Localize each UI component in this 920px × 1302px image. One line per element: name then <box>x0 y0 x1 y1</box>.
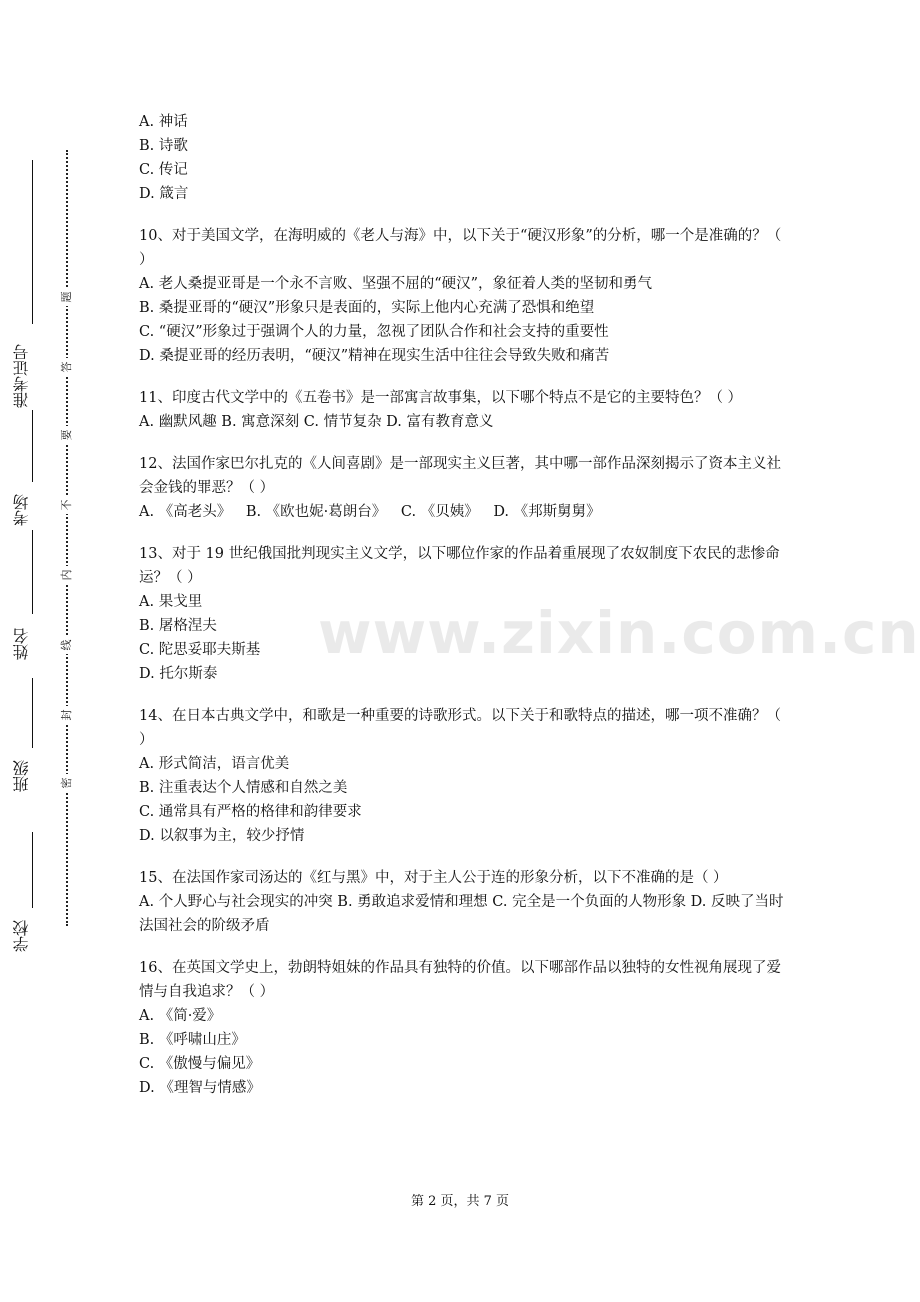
option: B. 屠格涅夫 <box>139 618 217 634</box>
seal-char: 不 <box>58 496 76 514</box>
option: D. 《邦斯舅舅》 <box>493 504 601 520</box>
school-line <box>32 832 33 908</box>
seal-dotted-line <box>66 150 68 926</box>
question-stem: 15、在法国作家司汤达的《红与黑》中，对于主人公于连的形象分析，以下不准确的是（ ） <box>139 870 728 886</box>
watermark: www.zixin.com.cn <box>318 599 920 667</box>
option: C. “硬汉”形象过于强调个人的力量，忽视了团队合作和社会支持的重要性 <box>139 324 609 340</box>
option: C. 传记 <box>139 162 188 178</box>
option: A. 形式简洁，语言优美 <box>139 756 290 772</box>
question-13 <box>139 542 920 686</box>
option: C. 《傲慢与偏见》 <box>139 1056 261 1072</box>
option: A. 果戈里 <box>139 594 203 610</box>
question-16 <box>139 956 789 1100</box>
option: C. 通常具有严格的格律和韵律要求 <box>139 804 362 820</box>
seal-char: 要 <box>58 426 76 444</box>
question-stem: 12、法国作家巴尔扎克的《人间喜剧》是一部现实主义巨著，其中哪一部作品深刻揭示了资本主义社会金钱的罪恶？（ ） <box>139 456 781 496</box>
seal-char: 线 <box>58 636 76 654</box>
exam-id-label: 准考证号 <box>12 344 31 408</box>
question-9-options <box>139 110 789 206</box>
exam-room-line <box>32 410 33 482</box>
seal-char: 封 <box>58 706 76 724</box>
exam-id-line <box>32 160 33 324</box>
option: B. 桑提亚哥的“硬汉”形象只是表面的，实际上他内心充满了恐惧和绝望 <box>139 300 595 316</box>
seal-char: 内 <box>58 566 76 584</box>
option: B. 诗歌 <box>139 138 188 154</box>
option-line: A. 幽默风趣 B. 寓意深刻 C. 情节复杂 D. 富有教育意义 <box>139 414 494 430</box>
name-line <box>32 530 33 614</box>
question-stem: 10、对于美国文学，在海明威的《老人与海》中，以下关于“硬汉形象”的分析，哪一个是准确的？（ ） <box>139 228 782 268</box>
question-stem: 16、在英国文学史上，勃朗特姐妹的作品具有独特的价值。以下哪部作品以独特的女性视角展现了爱情与自我追求？（ ） <box>139 960 781 1000</box>
option: B. 《欧也妮·葛朗台》 <box>245 504 387 520</box>
question-11 <box>139 386 789 434</box>
option: A. 《简·爱》 <box>139 1008 222 1024</box>
exam-room-label: 考场 <box>12 494 31 526</box>
option: C. 《贝姨》 <box>400 504 479 520</box>
option: A. 神话 <box>139 114 188 130</box>
option: D. 以叙事为主，较少抒情 <box>139 828 305 844</box>
question-stem: 14、在日本古典文学中，和歌是一种重要的诗歌形式。以下关于和歌特点的描述，哪一项不准确？（ ） <box>139 708 781 748</box>
option: A. 《高老头》 <box>139 504 232 520</box>
option: B. 注重表达个人情感和自然之美 <box>139 780 348 796</box>
page-number: 第 2 页，共 7 页 <box>410 1194 510 1209</box>
question-stem: 13、对于 19 世纪俄国批判现实主义文学，以下哪位作家的作品着重展现了农奴制度下农民的悲惨命运？（ ） <box>139 546 780 586</box>
question-12 <box>139 452 789 524</box>
seal-char: 答 <box>58 358 76 376</box>
question-15 <box>139 866 789 938</box>
option: D. 托尔斯泰 <box>139 666 218 682</box>
seal-char: 密 <box>58 774 76 792</box>
class-label: 班级 <box>12 760 31 792</box>
class-line <box>32 678 33 748</box>
question-list <box>139 110 920 1100</box>
question-stem: 11、印度古代文学中的《五卷书》是一部寓言故事集，以下哪个特点不是它的主要特色？（ ） <box>139 390 743 406</box>
option: D. 桑提亚哥的经历表明，“硬汉”精神在现实生活中往往会导致失败和痛苦 <box>139 348 610 364</box>
option: A. 老人桑提亚哥是一个永不言败、坚强不屈的“硬汉”，象征着人类的坚韧和勇气 <box>139 276 653 292</box>
option: B. 《呼啸山庄》 <box>139 1032 246 1048</box>
option: D. 箴言 <box>139 186 189 202</box>
option-row <box>139 500 789 524</box>
seal-char: 题 <box>58 288 76 306</box>
option: D. 《理智与情感》 <box>139 1080 261 1096</box>
option: C. 陀思妥耶夫斯基 <box>139 642 261 658</box>
name-label: 姓名 <box>12 628 31 660</box>
option-line: A. 个人野心与社会现实的冲突 B. 勇敢追求爱情和理想 C. 完全是一个负面的人物形象 D. 反映了当时法国社会的阶级矛盾 <box>139 894 784 934</box>
question-14 <box>139 704 789 848</box>
question-10 <box>139 224 789 368</box>
school-label: 学校 <box>12 920 31 952</box>
